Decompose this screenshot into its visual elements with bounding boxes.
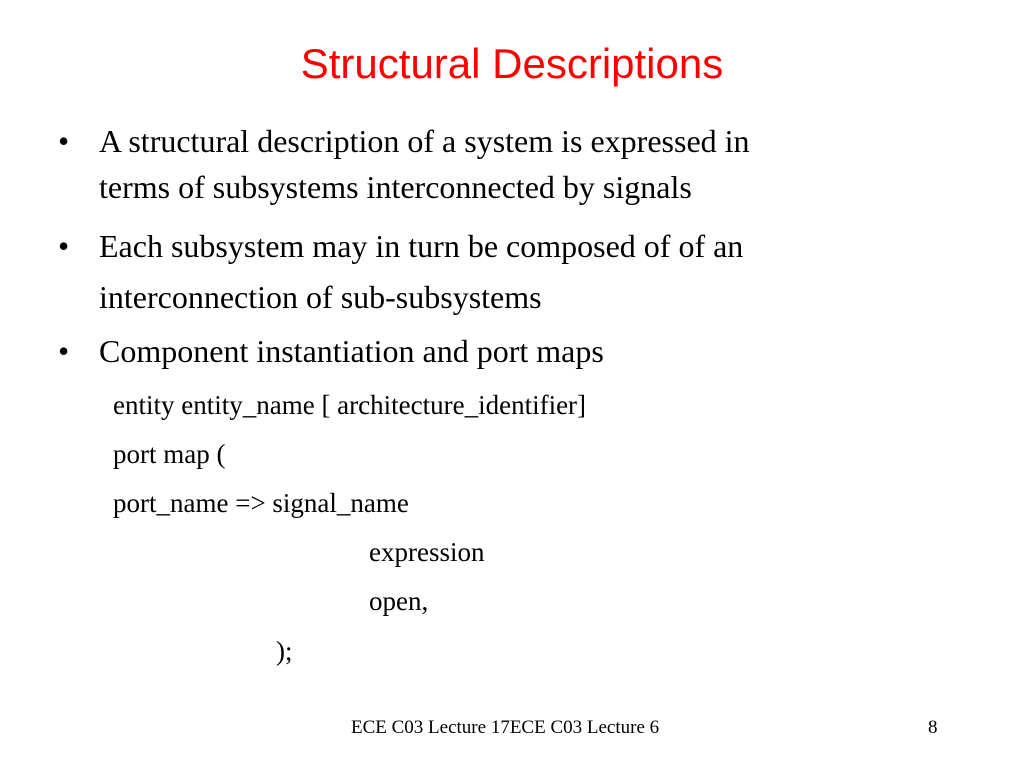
bullet-text-line: interconnection of sub-subsystems (99, 279, 542, 315)
code-line: open, (369, 586, 429, 616)
bullet-text-line: terms of subsystems interconnected by signals (99, 169, 692, 205)
code-line: port map ( (113, 439, 226, 469)
bullet-marker: • (58, 123, 70, 159)
bullet-text-line: Component instantiation and port maps (99, 333, 604, 369)
slide-title: Structural Descriptions (300, 40, 724, 87)
footer-text: ECE C03 Lecture 17ECE C03 Lecture 6 (351, 717, 660, 738)
bullet-text-line: A structural description of a system is expressed in (99, 123, 750, 159)
code-line: expression (369, 537, 485, 567)
bullet-text-line: Each subsystem may in turn be composed of of an (99, 228, 744, 264)
bullet-marker: • (58, 333, 70, 369)
page-number: 8 (928, 717, 938, 738)
code-line: port_name => signal_name (113, 488, 409, 518)
code-line: ); (276, 636, 293, 666)
code-line: entity entity_name [ architecture_identifier] (113, 390, 587, 420)
bullet-marker: • (58, 228, 70, 264)
